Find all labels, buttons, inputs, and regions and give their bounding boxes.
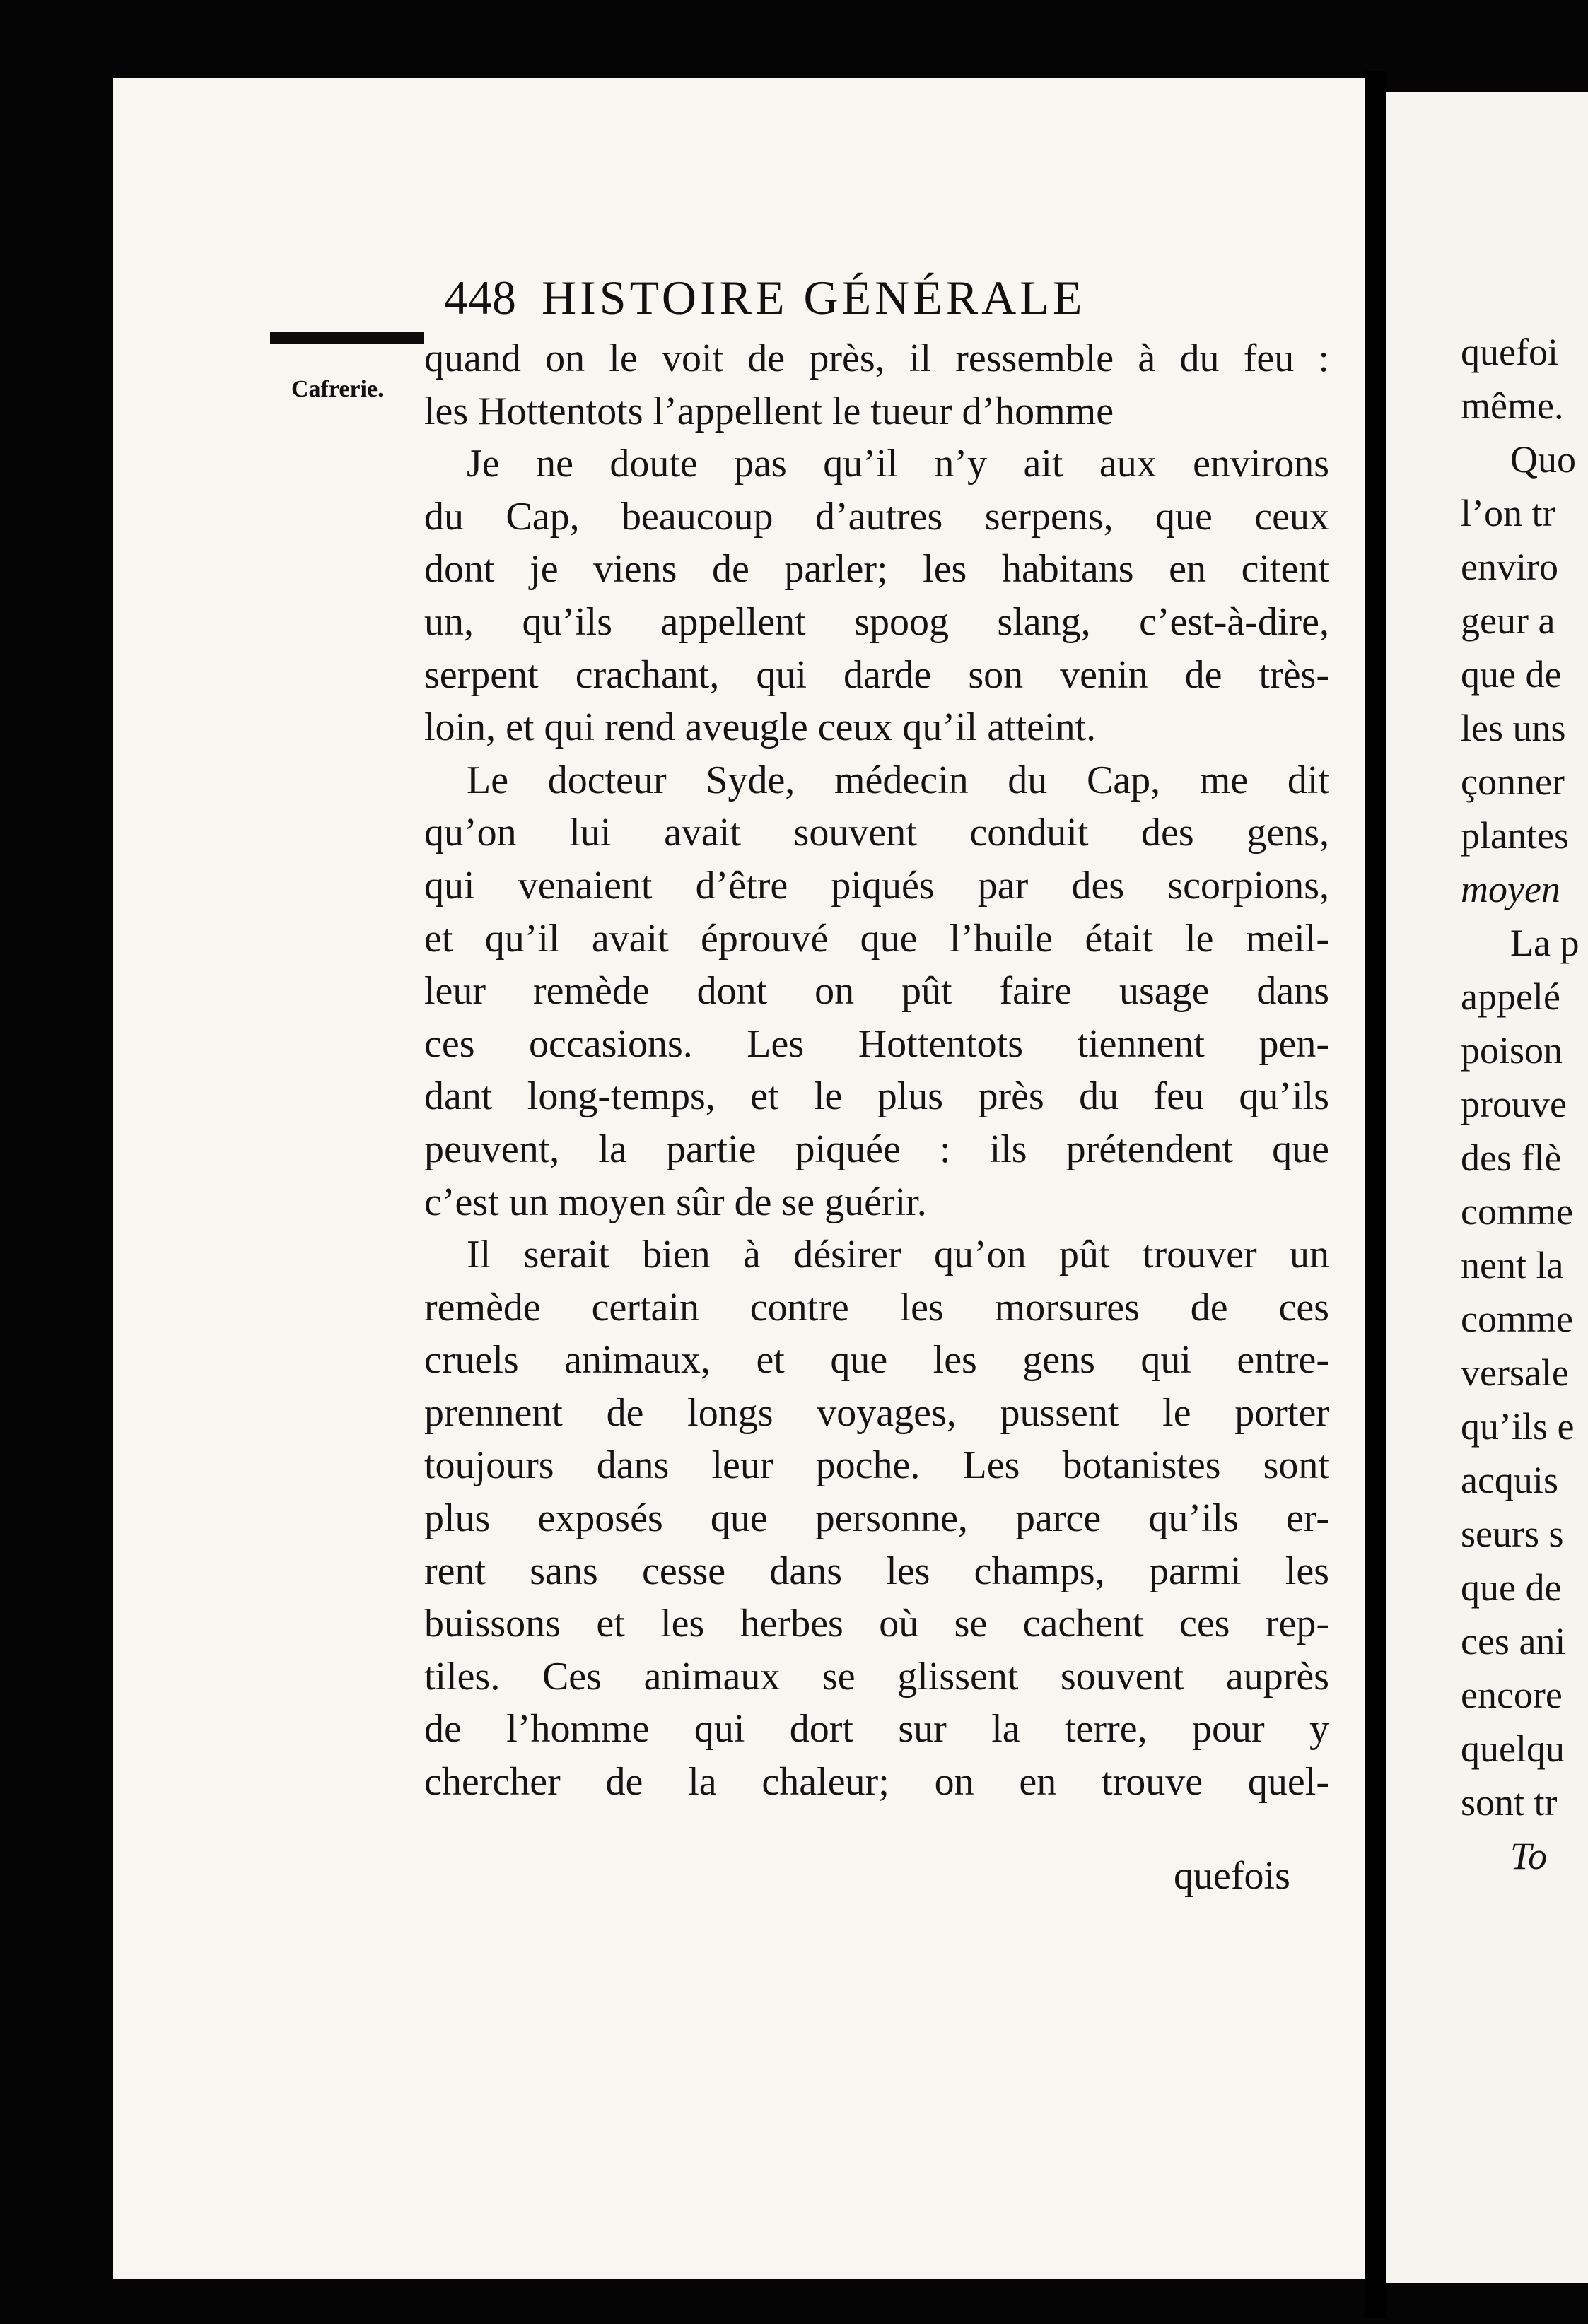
text-line: un, qu’ils appellent spoog slang, c’est-à-dire, <box>424 599 1329 644</box>
right-page-line: encore <box>1461 1674 1563 1716</box>
right-page-line: prouve <box>1461 1083 1567 1125</box>
right-page-line: les uns <box>1461 707 1566 749</box>
right-page-line: To <box>1510 1835 1548 1877</box>
text-line: Je ne doute pas qu’il n’y ait aux environs <box>467 442 1329 486</box>
text-line: buissons et les herbes où se cachent ces rep- <box>424 1602 1329 1646</box>
text-line: rent sans cesse dans les champs, parmi les <box>424 1549 1329 1593</box>
right-page-line: appelé <box>1461 975 1560 1018</box>
text-line: les Hottentots l’appellent le tueur d’homme <box>424 389 1114 433</box>
text-line: quand on le voit de près, il ressemble à du feu : <box>424 336 1329 380</box>
book-gutter <box>1365 71 1386 2318</box>
text-line: qui venaient d’être piqués par des scorpions, <box>424 863 1329 908</box>
right-page-text <box>1461 325 1579 1883</box>
text-line: ces occasions. Les Hottentots tiennent pen- <box>424 1021 1329 1066</box>
text-line: c’est un moyen sûr de se guérir. <box>424 1180 927 1224</box>
text-line: qu’on lui avait souvent conduit des gens, <box>424 811 1329 855</box>
text-line: loin, et qui rend aveugle ceux qu’il atteint. <box>424 705 1097 750</box>
right-page-line: que de <box>1461 1566 1562 1609</box>
right-page-line: l’on tr <box>1461 492 1555 534</box>
text-line: serpent crachant, qui darde son venin de très- <box>424 652 1329 697</box>
right-page-line: seurs s <box>1461 1513 1564 1555</box>
body-text <box>424 332 1329 1809</box>
right-page-line: nent la <box>1461 1244 1564 1286</box>
running-title: HISTOIRE GÉNÉRALE <box>542 271 1086 324</box>
running-head <box>444 270 1085 334</box>
right-page-line: plantes <box>1461 814 1569 857</box>
right-page-line: que de <box>1461 653 1562 696</box>
right-page-line: même. <box>1461 385 1564 427</box>
margin-note: Cafrerie. <box>291 376 384 402</box>
right-page-line: versale <box>1461 1351 1569 1394</box>
text-line: de l’homme qui dort sur la terre, pour y <box>424 1707 1329 1751</box>
right-page-line: comme <box>1461 1298 1573 1340</box>
text-line: leur remède dont on pût faire usage dans <box>424 969 1329 1014</box>
text-line: tiles. Ces animaux se glissent souvent auprès <box>424 1654 1329 1698</box>
text-line: remède certain contre les morsures de ces <box>424 1285 1329 1330</box>
right-page-line: acquis <box>1461 1459 1558 1501</box>
text-line: dont je viens de parler; les habitans en citent <box>424 547 1329 592</box>
text-line: chercher de la chaleur; on en trouve quel- <box>424 1760 1329 1804</box>
right-page-line: geur a <box>1461 599 1555 642</box>
right-page-line: quefoi <box>1461 331 1558 373</box>
text-line: Le docteur Syde, médecin du Cap, me dit <box>467 758 1329 802</box>
catchword: quefois <box>1174 1854 1290 1898</box>
text-line: et qu’il avait éprouvé que l’huile était le meil- <box>424 916 1329 961</box>
margin-rule <box>270 332 424 344</box>
right-page-line: çonner <box>1461 761 1565 803</box>
text-line: peuvent, la partie piquée : ils prétendent que <box>424 1127 1329 1171</box>
right-page-line: des flè <box>1461 1137 1562 1179</box>
text-line: Il serait bien à désirer qu’on pût trouver un <box>467 1233 1329 1277</box>
page-number: 448 <box>444 271 516 324</box>
text-line: toujours dans leur poche. Les botanistes sont <box>424 1443 1329 1488</box>
right-page-line: La p <box>1510 922 1580 964</box>
right-page-line: moyen <box>1461 868 1560 910</box>
right-page-line: enviro <box>1461 546 1558 588</box>
text-line: dant long-temps, et le plus près du feu qu’ils <box>424 1074 1329 1119</box>
text-line: cruels animaux, et que les gens qui entre- <box>424 1338 1329 1383</box>
right-page-line: quelqu <box>1461 1727 1565 1770</box>
text-line: du Cap, beaucoup d’autres serpens, que ceux <box>424 494 1329 539</box>
right-page-line: poison <box>1461 1029 1563 1072</box>
text-line: prennent de longs voyages, pussent le porter <box>424 1390 1329 1435</box>
text-line: plus exposés que personne, parce qu’ils er- <box>424 1496 1329 1541</box>
right-page-line: qu’ils e <box>1461 1405 1575 1448</box>
right-page-line: ces ani <box>1461 1620 1566 1662</box>
right-page-line: Quo <box>1510 438 1576 481</box>
right-page-line: comme <box>1461 1190 1573 1233</box>
right-page-line: sont tr <box>1461 1781 1558 1824</box>
